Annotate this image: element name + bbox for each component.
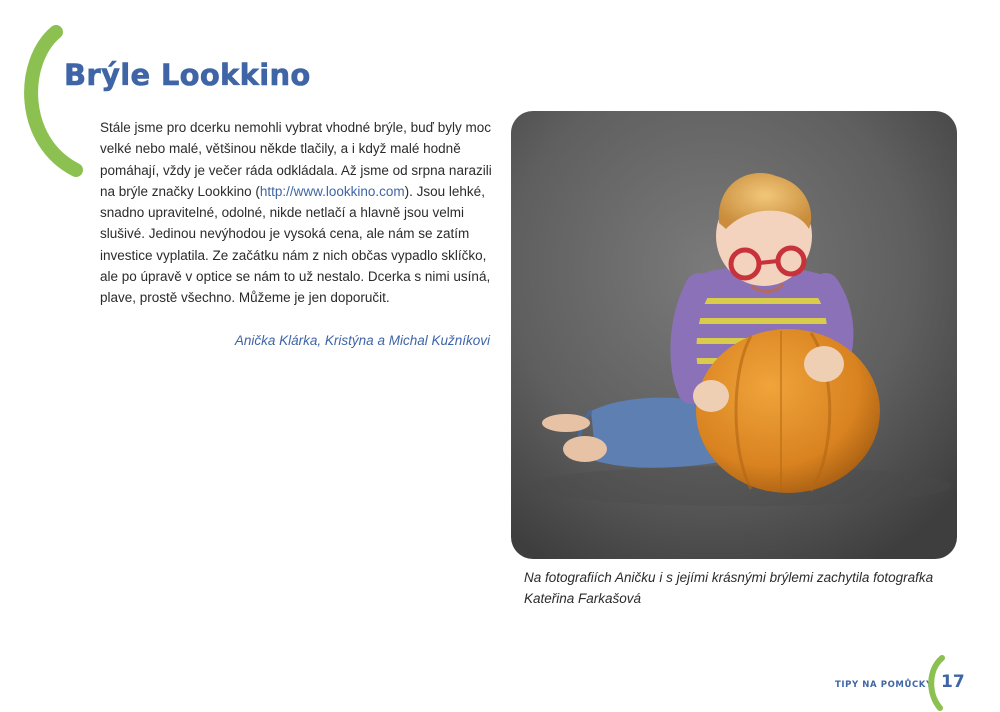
author-signature: Anička Klárka, Kristýna a Michal Kužníkovi — [234, 333, 490, 348]
decorative-arc — [18, 22, 108, 182]
child-pumpkin-photo — [511, 111, 957, 559]
page-title: Brýle Lookkino — [64, 58, 311, 92]
article-body — [100, 117, 495, 309]
page-number: 17 — [941, 672, 965, 692]
lookkino-link[interactable]: http://www.lookkino.com — [259, 183, 405, 199]
article-text-part-1: Stále jsme pro dcerku nemohli vybrat vhodné brýle, buď byly moc velké nebo malé, většinou někde tlačily, a i když malé hodně pomáhají, vždy je večer ráda odkládala. Až jsme od srpna narazili na brýle značky Lookkino ( — [100, 120, 492, 199]
section-label: TIPY NA POMŮCKY — [835, 680, 933, 690]
article-text-part-2: ). Jsou lehké, snadno upravitelné, odolné, nikde netlačí a hlavně jsou velmi slušivé. Jedinou nevýhodou je vysoká cena, ale nám se zatím investice vyplatila. Ze začátku nám z nich občas vypadlo sklíčko, ale po úpravě v optice se nám to už nestalo. Dcerka s nimi usíná, plave, prostě všechno. Můžeme je jen doporučit. — [100, 183, 491, 306]
photo-caption: Na fotografiích Aničku i s jejími krásnými brýlemi zachytila fotografka Kateřina Farkašová — [524, 570, 934, 606]
